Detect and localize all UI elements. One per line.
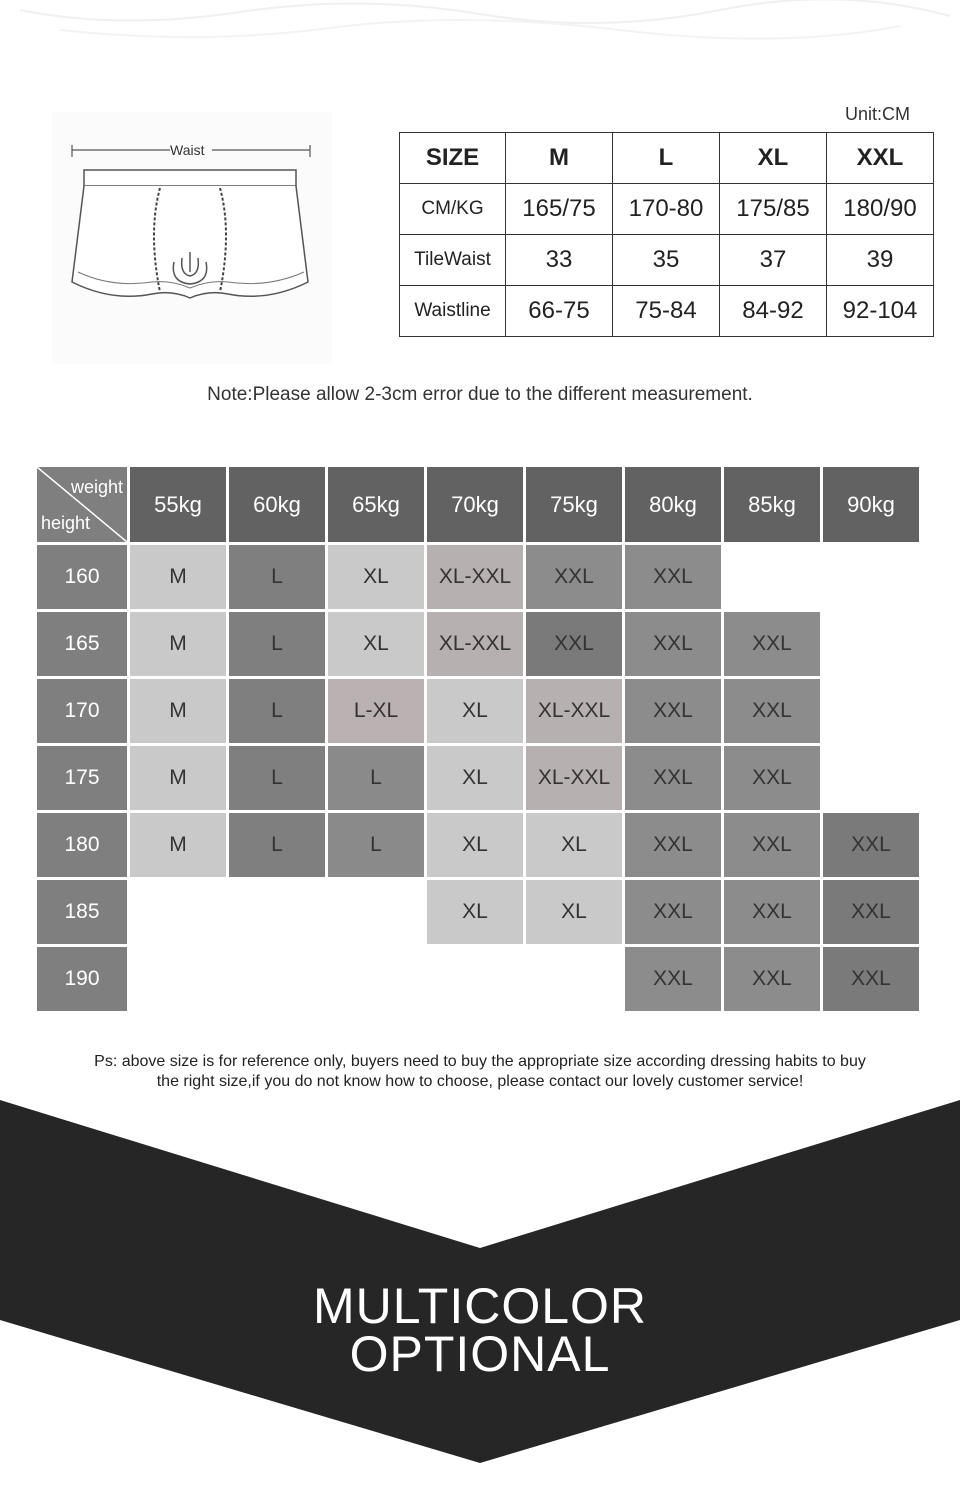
height-header-cell: 190 xyxy=(37,947,127,1011)
size-recommendation-cell: M xyxy=(130,679,226,743)
size-recommendation-cell xyxy=(328,880,424,944)
size-header-cell: XXL xyxy=(827,133,934,184)
size-recommendation-cell: XXL xyxy=(625,679,721,743)
size-cell: 165/75 xyxy=(506,184,613,235)
disclaimer-line: the right size,if you do not know how to choose, please contact our lovely customer service! xyxy=(156,1073,804,1090)
grid-row xyxy=(37,813,919,877)
banner-line: OPTIONAL xyxy=(349,1326,611,1382)
size-cell: 175/85 xyxy=(720,184,827,235)
size-recommendation-cell: XL xyxy=(427,880,523,944)
grid-row xyxy=(37,746,919,810)
size-recommendation-cell: XXL xyxy=(526,612,622,676)
size-cell: 84-92 xyxy=(720,286,827,337)
weight-header-cell: 75kg xyxy=(526,467,622,542)
size-recommendation-cell: XL xyxy=(427,679,523,743)
size-recommendation-cell: XXL xyxy=(526,545,622,609)
size-cell: 35 xyxy=(613,235,720,286)
size-cell: 37 xyxy=(720,235,827,286)
height-header-cell: 185 xyxy=(37,880,127,944)
size-recommendation-cell xyxy=(526,947,622,1011)
size-recommendation-cell: L xyxy=(229,746,325,810)
underwear-illustration xyxy=(52,112,332,364)
unit-label: Unit:CM xyxy=(844,104,910,124)
size-cell: 170-80 xyxy=(613,184,720,235)
size-recommendation-cell xyxy=(130,947,226,1011)
size-cell: 92-104 xyxy=(827,286,934,337)
size-recommendation-cell: L xyxy=(229,679,325,743)
size-recommendation-cell xyxy=(823,612,919,676)
size-recommendation-cell: XXL xyxy=(724,813,820,877)
size-header-cell: XL xyxy=(720,133,827,184)
size-recommendation-cell: XL-XXL xyxy=(526,679,622,743)
weight-header-cell: 55kg xyxy=(130,467,226,542)
size-cell: 66-75 xyxy=(506,286,613,337)
size-row-label: TileWaist xyxy=(400,235,506,286)
size-recommendation-cell: XL xyxy=(427,746,523,810)
size-recommendation-cell: L xyxy=(328,746,424,810)
decorative-top-strip xyxy=(0,0,960,60)
size-recommendation-cell: XL-XXL xyxy=(427,545,523,609)
size-recommendation-cell xyxy=(427,947,523,1011)
size-recommendation-cell: M xyxy=(130,612,226,676)
size-recommendation-cell: XXL xyxy=(625,746,721,810)
size-row-label: Waistline xyxy=(400,286,506,337)
height-header-cell: 170 xyxy=(37,679,127,743)
banner-line: MULTICOLOR xyxy=(312,1278,648,1334)
size-table-row xyxy=(400,235,934,286)
weight-header-cell: 85kg xyxy=(724,467,820,542)
height-header-cell: 160 xyxy=(37,545,127,609)
size-recommendation-cell: XXL xyxy=(625,813,721,877)
size-recommendation-cell: XL-XXL xyxy=(526,746,622,810)
grid-corner-cell xyxy=(37,467,127,542)
size-cell: 75-84 xyxy=(613,286,720,337)
size-cell: 180/90 xyxy=(827,184,934,235)
size-recommendation-cell: L xyxy=(328,813,424,877)
size-recommendation-cell: XXL xyxy=(724,679,820,743)
size-recommendation-cell: XL xyxy=(328,612,424,676)
size-recommendation-cell xyxy=(229,947,325,1011)
size-cell: 39 xyxy=(827,235,934,286)
grid-body xyxy=(37,545,919,1011)
size-recommendation-cell: XXL xyxy=(724,746,820,810)
size-header-cell: M xyxy=(506,133,613,184)
size-recommendation-cell: M xyxy=(130,545,226,609)
size-recommendation-cell: XXL xyxy=(724,947,820,1011)
size-recommendation-cell xyxy=(823,545,919,609)
size-recommendation-cell: XXL xyxy=(625,880,721,944)
size-recommendation-cell xyxy=(328,947,424,1011)
size-header-cell: SIZE xyxy=(400,133,506,184)
size-recommendation-cell xyxy=(130,880,226,944)
grid-row xyxy=(37,612,919,676)
size-table-row xyxy=(400,286,934,337)
size-recommendation-cell xyxy=(229,880,325,944)
weight-header-cell: 70kg xyxy=(427,467,523,542)
weight-header-cell: 90kg xyxy=(823,467,919,542)
size-recommendation-cell: XL-XXL xyxy=(427,612,523,676)
size-table-header-row xyxy=(400,133,934,184)
weight-height-size-grid xyxy=(34,464,922,1014)
grid-row xyxy=(37,947,919,1011)
size-recommendation-cell xyxy=(823,679,919,743)
size-recommendation-cell: XXL xyxy=(823,813,919,877)
waist-label: Waist xyxy=(170,142,205,158)
banner-text xyxy=(0,1278,960,1382)
weight-header-cell: 65kg xyxy=(328,467,424,542)
size-table xyxy=(399,132,934,337)
size-recommendation-cell: XL xyxy=(526,813,622,877)
size-recommendation-cell: XL xyxy=(427,813,523,877)
height-header-cell: 165 xyxy=(37,612,127,676)
weight-header-cell: 80kg xyxy=(625,467,721,542)
size-recommendation-cell: L xyxy=(229,612,325,676)
size-recommendation-cell: XXL xyxy=(625,947,721,1011)
weight-header-row xyxy=(37,467,919,542)
weight-header-cell: 60kg xyxy=(229,467,325,542)
size-recommendation-cell: L-XL xyxy=(328,679,424,743)
height-header-cell: 180 xyxy=(37,813,127,877)
size-recommendation-cell xyxy=(724,545,820,609)
size-recommendation-cell: XXL xyxy=(823,880,919,944)
disclaimer-line: Ps: above size is for reference only, buyers need to buy the appropriate size according dressing habits to buy xyxy=(94,1053,866,1070)
size-recommendation-cell: L xyxy=(229,545,325,609)
reference-disclaimer xyxy=(20,1052,940,1092)
size-recommendation-cell: XL xyxy=(526,880,622,944)
size-recommendation-cell: XXL xyxy=(625,545,721,609)
size-recommendation-cell: XXL xyxy=(724,880,820,944)
grid-row xyxy=(37,545,919,609)
height-header-cell: 175 xyxy=(37,746,127,810)
size-recommendation-cell: XXL xyxy=(625,612,721,676)
size-recommendation-cell: XXL xyxy=(823,947,919,1011)
size-recommendation-cell xyxy=(823,746,919,810)
weight-axis-label: weight xyxy=(70,477,123,497)
size-row-label: CM/KG xyxy=(400,184,506,235)
grid-row xyxy=(37,679,919,743)
size-recommendation-cell: M xyxy=(130,746,226,810)
size-recommendation-cell: L xyxy=(229,813,325,877)
size-recommendation-cell: XL xyxy=(328,545,424,609)
size-cell: 33 xyxy=(506,235,613,286)
size-header-cell: L xyxy=(613,133,720,184)
grid-row xyxy=(37,880,919,944)
height-axis-label: height xyxy=(41,513,91,533)
size-recommendation-cell: XXL xyxy=(724,612,820,676)
size-recommendation-cell: M xyxy=(130,813,226,877)
measurement-note: Note:Please allow 2-3cm error due to the different measurement. xyxy=(207,384,753,405)
size-table-row xyxy=(400,184,934,235)
